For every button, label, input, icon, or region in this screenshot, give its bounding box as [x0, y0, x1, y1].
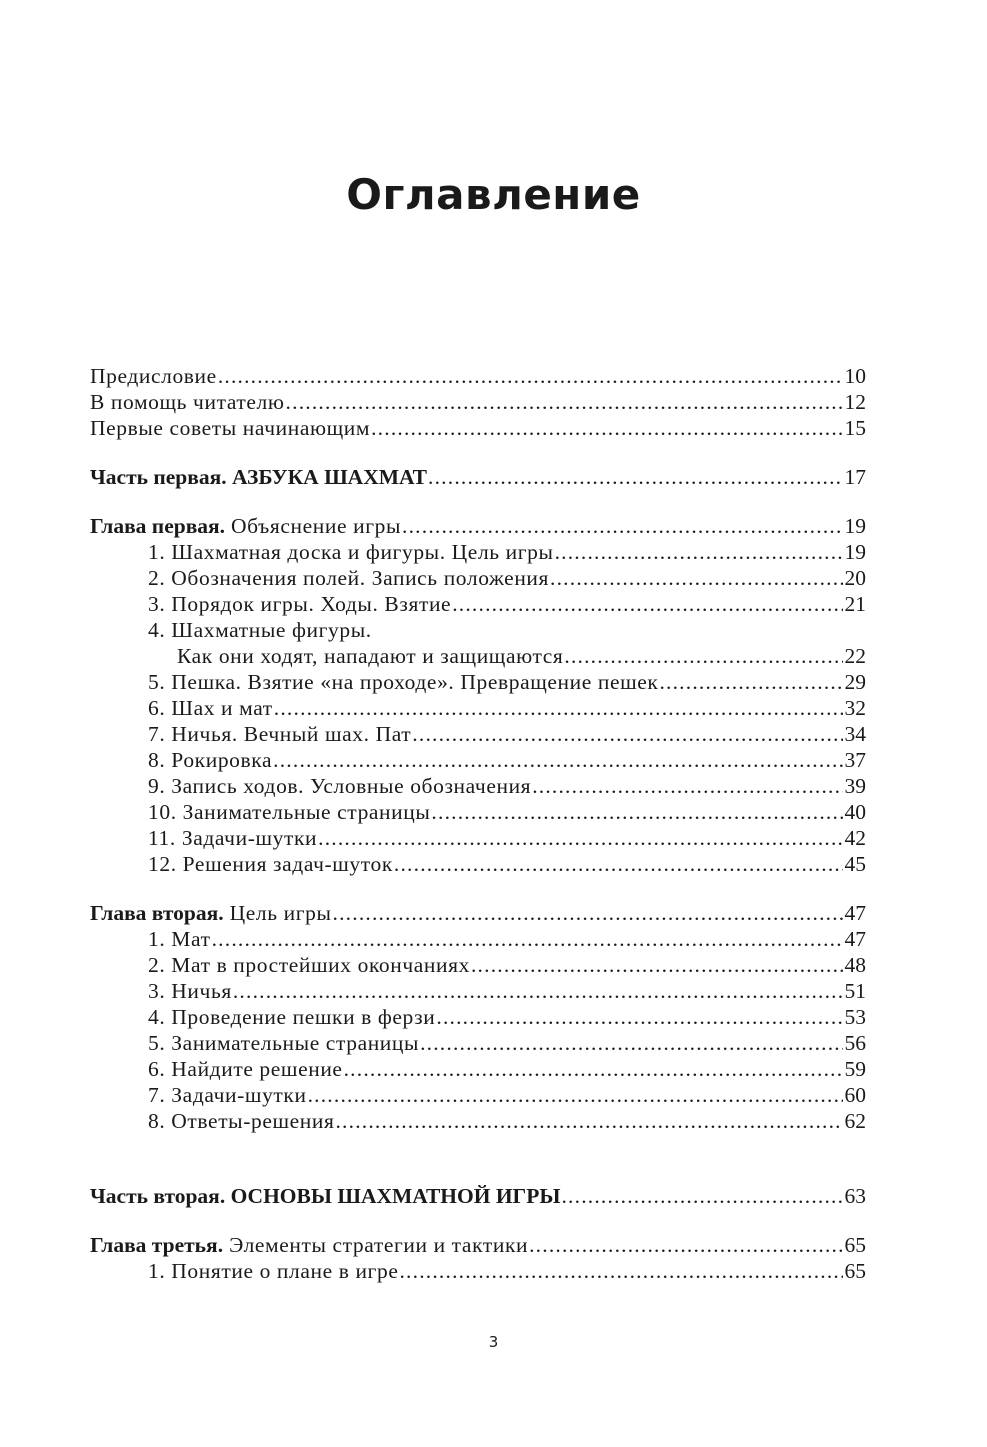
toc-entry-title: 4. Шахматные фигуры.	[148, 618, 372, 642]
toc-entry-title	[90, 900, 332, 926]
toc-entry-page: 29	[844, 670, 866, 694]
page-number: 3	[488, 1333, 499, 1351]
toc-entry-title: 9. Запись ходов. Условные обозначения	[148, 774, 532, 798]
toc-entry[interactable]	[90, 773, 866, 799]
toc-entry[interactable]	[90, 851, 866, 877]
toc-entry-title: 2. Обозначения полей. Запись положения	[148, 566, 550, 590]
toc-entry[interactable]	[90, 363, 866, 389]
toc-dot-leader	[402, 513, 843, 539]
toc-entry[interactable]	[90, 389, 866, 415]
toc-entry-page: 32	[844, 696, 866, 720]
toc-entry-page: 10	[844, 364, 866, 388]
toc-entry[interactable]	[90, 539, 866, 565]
toc-dot-leader	[452, 591, 843, 617]
toc-part-heading[interactable]	[90, 464, 866, 490]
toc-entry-page: 19	[844, 514, 866, 538]
toc-dot-leader	[431, 799, 843, 825]
toc-dot-leader	[561, 1183, 843, 1209]
toc-dot-leader	[335, 1108, 843, 1134]
toc-dot-leader	[233, 978, 843, 1004]
part-title: Часть первая. АЗБУКА ШАХМАТ	[90, 465, 428, 489]
toc-entry[interactable]	[90, 643, 866, 669]
toc-entry-page: 48	[844, 953, 866, 977]
toc-entry-page: 40	[844, 800, 866, 824]
toc-entry-page: 47	[844, 927, 866, 951]
toc-dot-leader	[318, 825, 843, 851]
toc-entry-title: 7. Ничья. Вечный шах. Пат	[148, 722, 412, 746]
toc-chapter-heading[interactable]	[90, 513, 866, 539]
toc-entry[interactable]	[90, 721, 866, 747]
toc-entry-page: 51	[844, 979, 866, 1003]
toc-entry-title: 8. Ответы-решения	[148, 1109, 335, 1133]
toc-dot-leader	[399, 1258, 843, 1284]
toc-entry-page: 15	[844, 416, 866, 440]
toc-dot-leader	[428, 464, 843, 490]
toc-entry[interactable]	[90, 565, 866, 591]
toc-dot-leader	[529, 1232, 843, 1258]
toc-dot-leader	[436, 1004, 843, 1030]
toc-dot-leader	[420, 1030, 843, 1056]
toc-entry[interactable]	[90, 926, 866, 952]
chapter-title: Элементы стратегии и тактики	[229, 1233, 529, 1257]
toc-chapter-heading[interactable]	[90, 900, 866, 926]
toc-entry-title: 3. Порядок игры. Ходы. Взятие	[148, 592, 452, 616]
toc-dot-leader	[273, 747, 843, 773]
toc-dot-leader	[333, 900, 843, 926]
toc-entry-title	[90, 513, 401, 539]
chapter-title: Цель игры	[229, 901, 332, 925]
toc-entry-title: Как они ходят, нападают и защищаются	[177, 644, 564, 668]
toc-dot-leader	[564, 643, 843, 669]
page-title: Оглавление	[346, 170, 641, 219]
toc-entry[interactable]	[90, 978, 866, 1004]
toc-entry-title: 12. Решения задач-шуток	[148, 852, 393, 876]
toc-entry-title: 8. Рокировка	[148, 748, 273, 772]
toc-entry-page: 21	[844, 592, 866, 616]
toc-entry-page: 56	[844, 1031, 866, 1055]
toc-dot-leader	[371, 415, 843, 441]
toc-entry-continued[interactable]	[90, 617, 866, 643]
toc-entry-page: 63	[844, 1184, 866, 1208]
table-of-contents	[90, 363, 866, 1284]
toc-dot-leader	[218, 363, 843, 389]
toc-entry-page: 42	[844, 826, 866, 850]
toc-entry-page: 20	[844, 566, 866, 590]
toc-entry[interactable]	[90, 669, 866, 695]
toc-entry-title: 5. Пешка. Взятие «на проходе». Превращение пешек	[148, 670, 659, 694]
chapter-title: Объяснение игры	[231, 514, 402, 538]
toc-entry-title: 3. Ничья	[148, 979, 232, 1003]
toc-entry-page: 53	[844, 1005, 866, 1029]
toc-dot-leader	[308, 1082, 843, 1108]
toc-dot-leader	[286, 389, 843, 415]
toc-entry-page: 39	[844, 774, 866, 798]
toc-entry-page: 65	[844, 1259, 866, 1283]
toc-entry-title: 5. Занимательные страницы	[148, 1031, 420, 1055]
toc-entry-page: 19	[844, 540, 866, 564]
toc-entry-title	[90, 1183, 560, 1209]
toc-entry[interactable]	[90, 1258, 866, 1284]
toc-entry[interactable]	[90, 825, 866, 851]
toc-entry-title	[90, 1232, 528, 1258]
toc-entry-page: 59	[844, 1057, 866, 1081]
toc-entry-page: 65	[844, 1233, 866, 1257]
toc-dot-leader	[659, 669, 843, 695]
toc-entry-title: 4. Проведение пешки в ферзи	[148, 1005, 436, 1029]
toc-dot-leader	[274, 695, 843, 721]
chapter-label: Глава первая.	[90, 514, 226, 538]
toc-entry-page: 37	[844, 748, 866, 772]
toc-entry-title: 1. Шахматная доска и фигуры. Цель игры	[148, 540, 554, 564]
part-title: Часть вторая. ОСНОВЫ ШАХМАТНОЙ ИГРЫ	[90, 1184, 561, 1208]
toc-dot-leader	[212, 926, 843, 952]
toc-entry-page: 22	[844, 644, 866, 668]
toc-dot-leader	[471, 952, 843, 978]
toc-entry[interactable]	[90, 591, 866, 617]
toc-entry-page: 60	[844, 1083, 866, 1107]
toc-entry-title: 1. Понятие о плане в игре	[148, 1259, 399, 1283]
toc-entry-title: Предисловие	[90, 364, 217, 388]
toc-dot-leader	[550, 565, 843, 591]
toc-dot-leader	[344, 1056, 843, 1082]
toc-entry-page: 45	[844, 852, 866, 876]
toc-entry-page: 34	[844, 722, 866, 746]
toc-entry-page: 62	[844, 1109, 866, 1133]
toc-entry[interactable]	[90, 1108, 866, 1134]
chapter-label: Глава третья.	[90, 1233, 224, 1257]
toc-entry[interactable]	[90, 695, 866, 721]
toc-dot-leader	[412, 721, 843, 747]
toc-dot-leader	[532, 773, 843, 799]
toc-entry-title: 6. Шах и мат	[148, 696, 273, 720]
toc-entry-page: 47	[844, 901, 866, 925]
toc-entry-title: 10. Занимательные страницы	[148, 800, 431, 824]
toc-entry-title: Первые советы начинающим	[90, 416, 371, 440]
toc-entry-title	[90, 464, 427, 490]
toc-entry-title: 7. Задачи-шутки	[148, 1083, 307, 1107]
toc-entry-page: 12	[844, 390, 866, 414]
toc-entry-title: 6. Найдите решение	[148, 1057, 343, 1081]
toc-entry[interactable]	[90, 952, 866, 978]
chapter-label: Глава вторая.	[90, 901, 224, 925]
toc-entry[interactable]	[90, 415, 866, 441]
toc-chapter-heading[interactable]	[90, 1232, 866, 1258]
toc-entry-page: 17	[844, 465, 866, 489]
toc-entry[interactable]	[90, 747, 866, 773]
toc-entry-title: 11. Задачи-шутки	[148, 826, 318, 850]
toc-dot-leader	[394, 851, 843, 877]
toc-entry[interactable]	[90, 799, 866, 825]
toc-entry-title: 2. Мат в простейших окончаниях	[148, 953, 470, 977]
toc-entry-title: В помощь читателю	[90, 390, 285, 414]
toc-entry[interactable]	[90, 1004, 866, 1030]
toc-entry[interactable]	[90, 1056, 866, 1082]
toc-entry[interactable]	[90, 1030, 866, 1056]
toc-dot-leader	[555, 539, 843, 565]
toc-part-heading[interactable]	[90, 1183, 866, 1209]
toc-entry[interactable]	[90, 1082, 866, 1108]
toc-entry-title: 1. Мат	[148, 927, 211, 951]
